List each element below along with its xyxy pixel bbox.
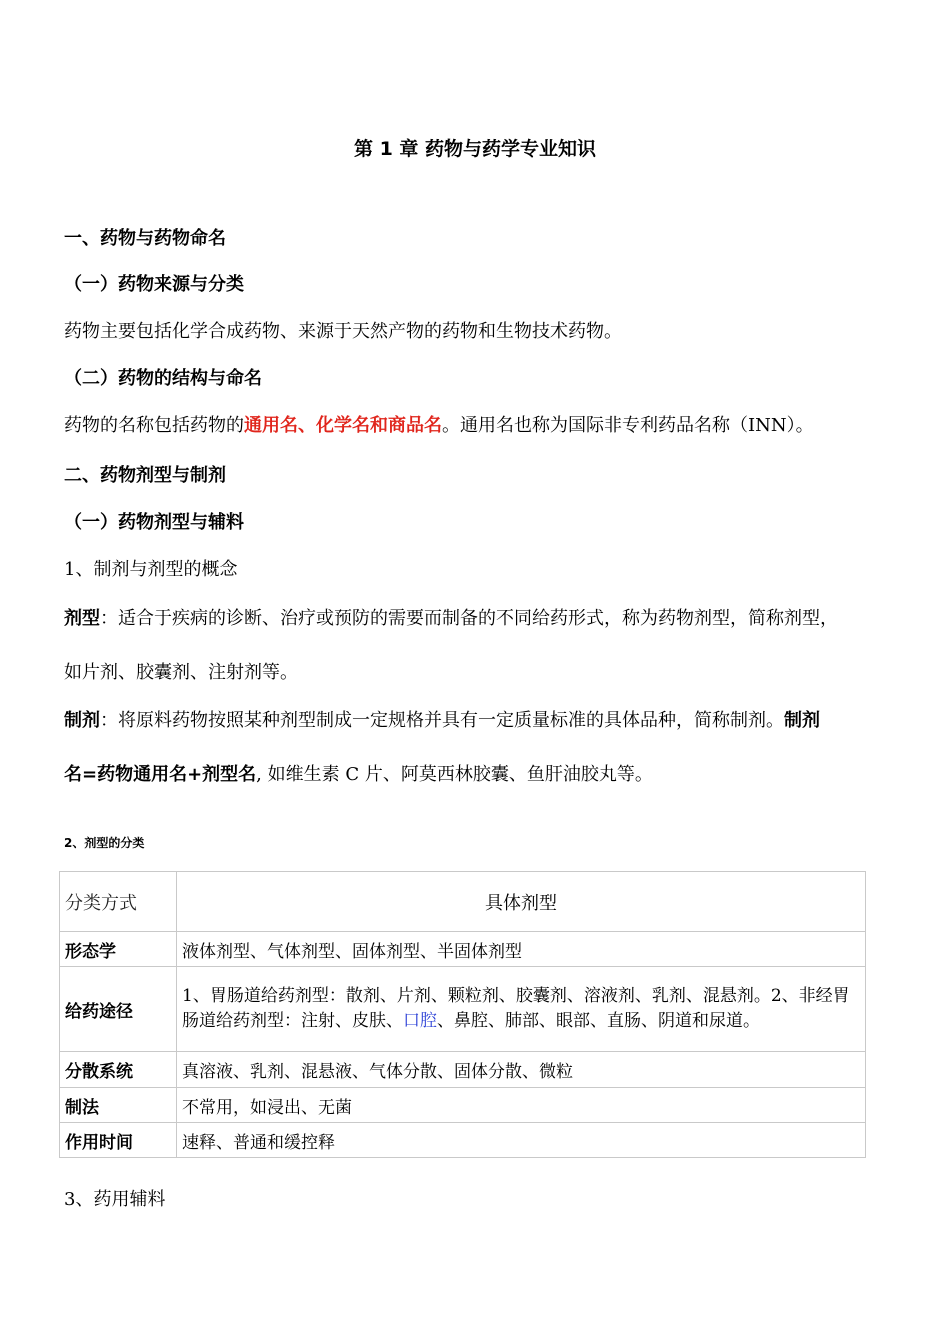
term-label: 制剂 [64,710,100,731]
row-value: 速释、普通和缓控释 [177,1123,866,1158]
bold-text: 制剂 [784,710,820,731]
dosage-form-classification-table [59,871,866,1158]
list-item-2: 2、剂型的分类 [64,836,145,850]
paragraph-dosage-form-cont: 如片剂、胶囊剂、注射剂等。 [64,662,298,683]
row-label: 作用时间 [60,1123,177,1158]
list-item-1: 1、制剂与剂型的概念 [64,559,238,580]
list-item-3: 3、药用辅料 [64,1189,166,1210]
bold-text: 名=药物通用名+剂型名 [64,764,257,785]
row-label: 形态学 [60,932,177,967]
text-segment: , 如维生素 C 片、阿莫西林胶囊、鱼肝油胶丸等。 [256,764,653,785]
term-label: 剂型 [64,608,100,629]
subsection-heading-1-1: （一）药物来源与分类 [64,274,244,295]
text-segment: 1、胃肠道给药剂型：散剂、片剂、颗粒剂、胶囊剂、溶液剂、乳剂、混悬剂。2、非经胃肠道给药剂型：注射、皮肤、 [182,986,850,1031]
table-row [60,1088,866,1123]
text-segment: ：将原料药物按照某种剂型制成一定规格并具有一定质量标准的具体品种，简称制剂。 [100,710,784,731]
paragraph-dosage-form [64,604,838,630]
link-text: 口腔 [403,1011,437,1031]
table-row [60,1123,866,1158]
text-segment: ：适合于疾病的诊断、治疗或预防的需要而制备的不同给药形式，称为药物剂型，简称剂型， [100,608,838,629]
paragraph-drug-sources: 药物主要包括化学合成药物、来源于天然产物的药物和生物技术药物。 [64,321,622,342]
table-row [60,1052,866,1088]
row-value: 不常用，如浸出、无菌 [177,1088,866,1123]
chapter-title: 第 1 章 药物与药学专业知识 [353,138,597,160]
table-header-cell: 具体剂型 [177,872,866,932]
text-segment: 药物的名称包括药物的 [64,415,244,436]
table-header-cell: 分类方式 [60,872,177,932]
table-header-row [60,872,866,932]
section-heading-1: 一、药物与药物命名 [64,228,226,249]
subsection-heading-2-1: （一）药物剂型与辅料 [64,512,244,533]
table-row [60,932,866,967]
text-segment: 、鼻腔、肺部、眼部、直肠、阴道和尿道。 [437,1011,760,1031]
section-heading-2: 二、药物剂型与制剂 [64,465,226,486]
text-segment: 。通用名也称为国际非专利药品名称（INN）。 [442,415,814,436]
paragraph-preparation [64,706,820,732]
row-value: 液体剂型、气体剂型、固体剂型、半固体剂型 [177,932,866,967]
row-value: 真溶液、乳剂、混悬液、气体分散、固体分散、微粒 [177,1052,866,1088]
table-row [60,967,866,1052]
paragraph-preparation-cont [64,760,653,786]
paragraph-drug-names [64,411,814,437]
row-label: 分散系统 [60,1052,177,1088]
row-label: 给药途径 [60,967,177,1052]
row-label: 制法 [60,1088,177,1123]
highlighted-text: 通用名、化学名和商品名 [244,415,442,436]
subsection-heading-1-2: （二）药物的结构与命名 [64,368,262,389]
row-value [177,967,866,1052]
